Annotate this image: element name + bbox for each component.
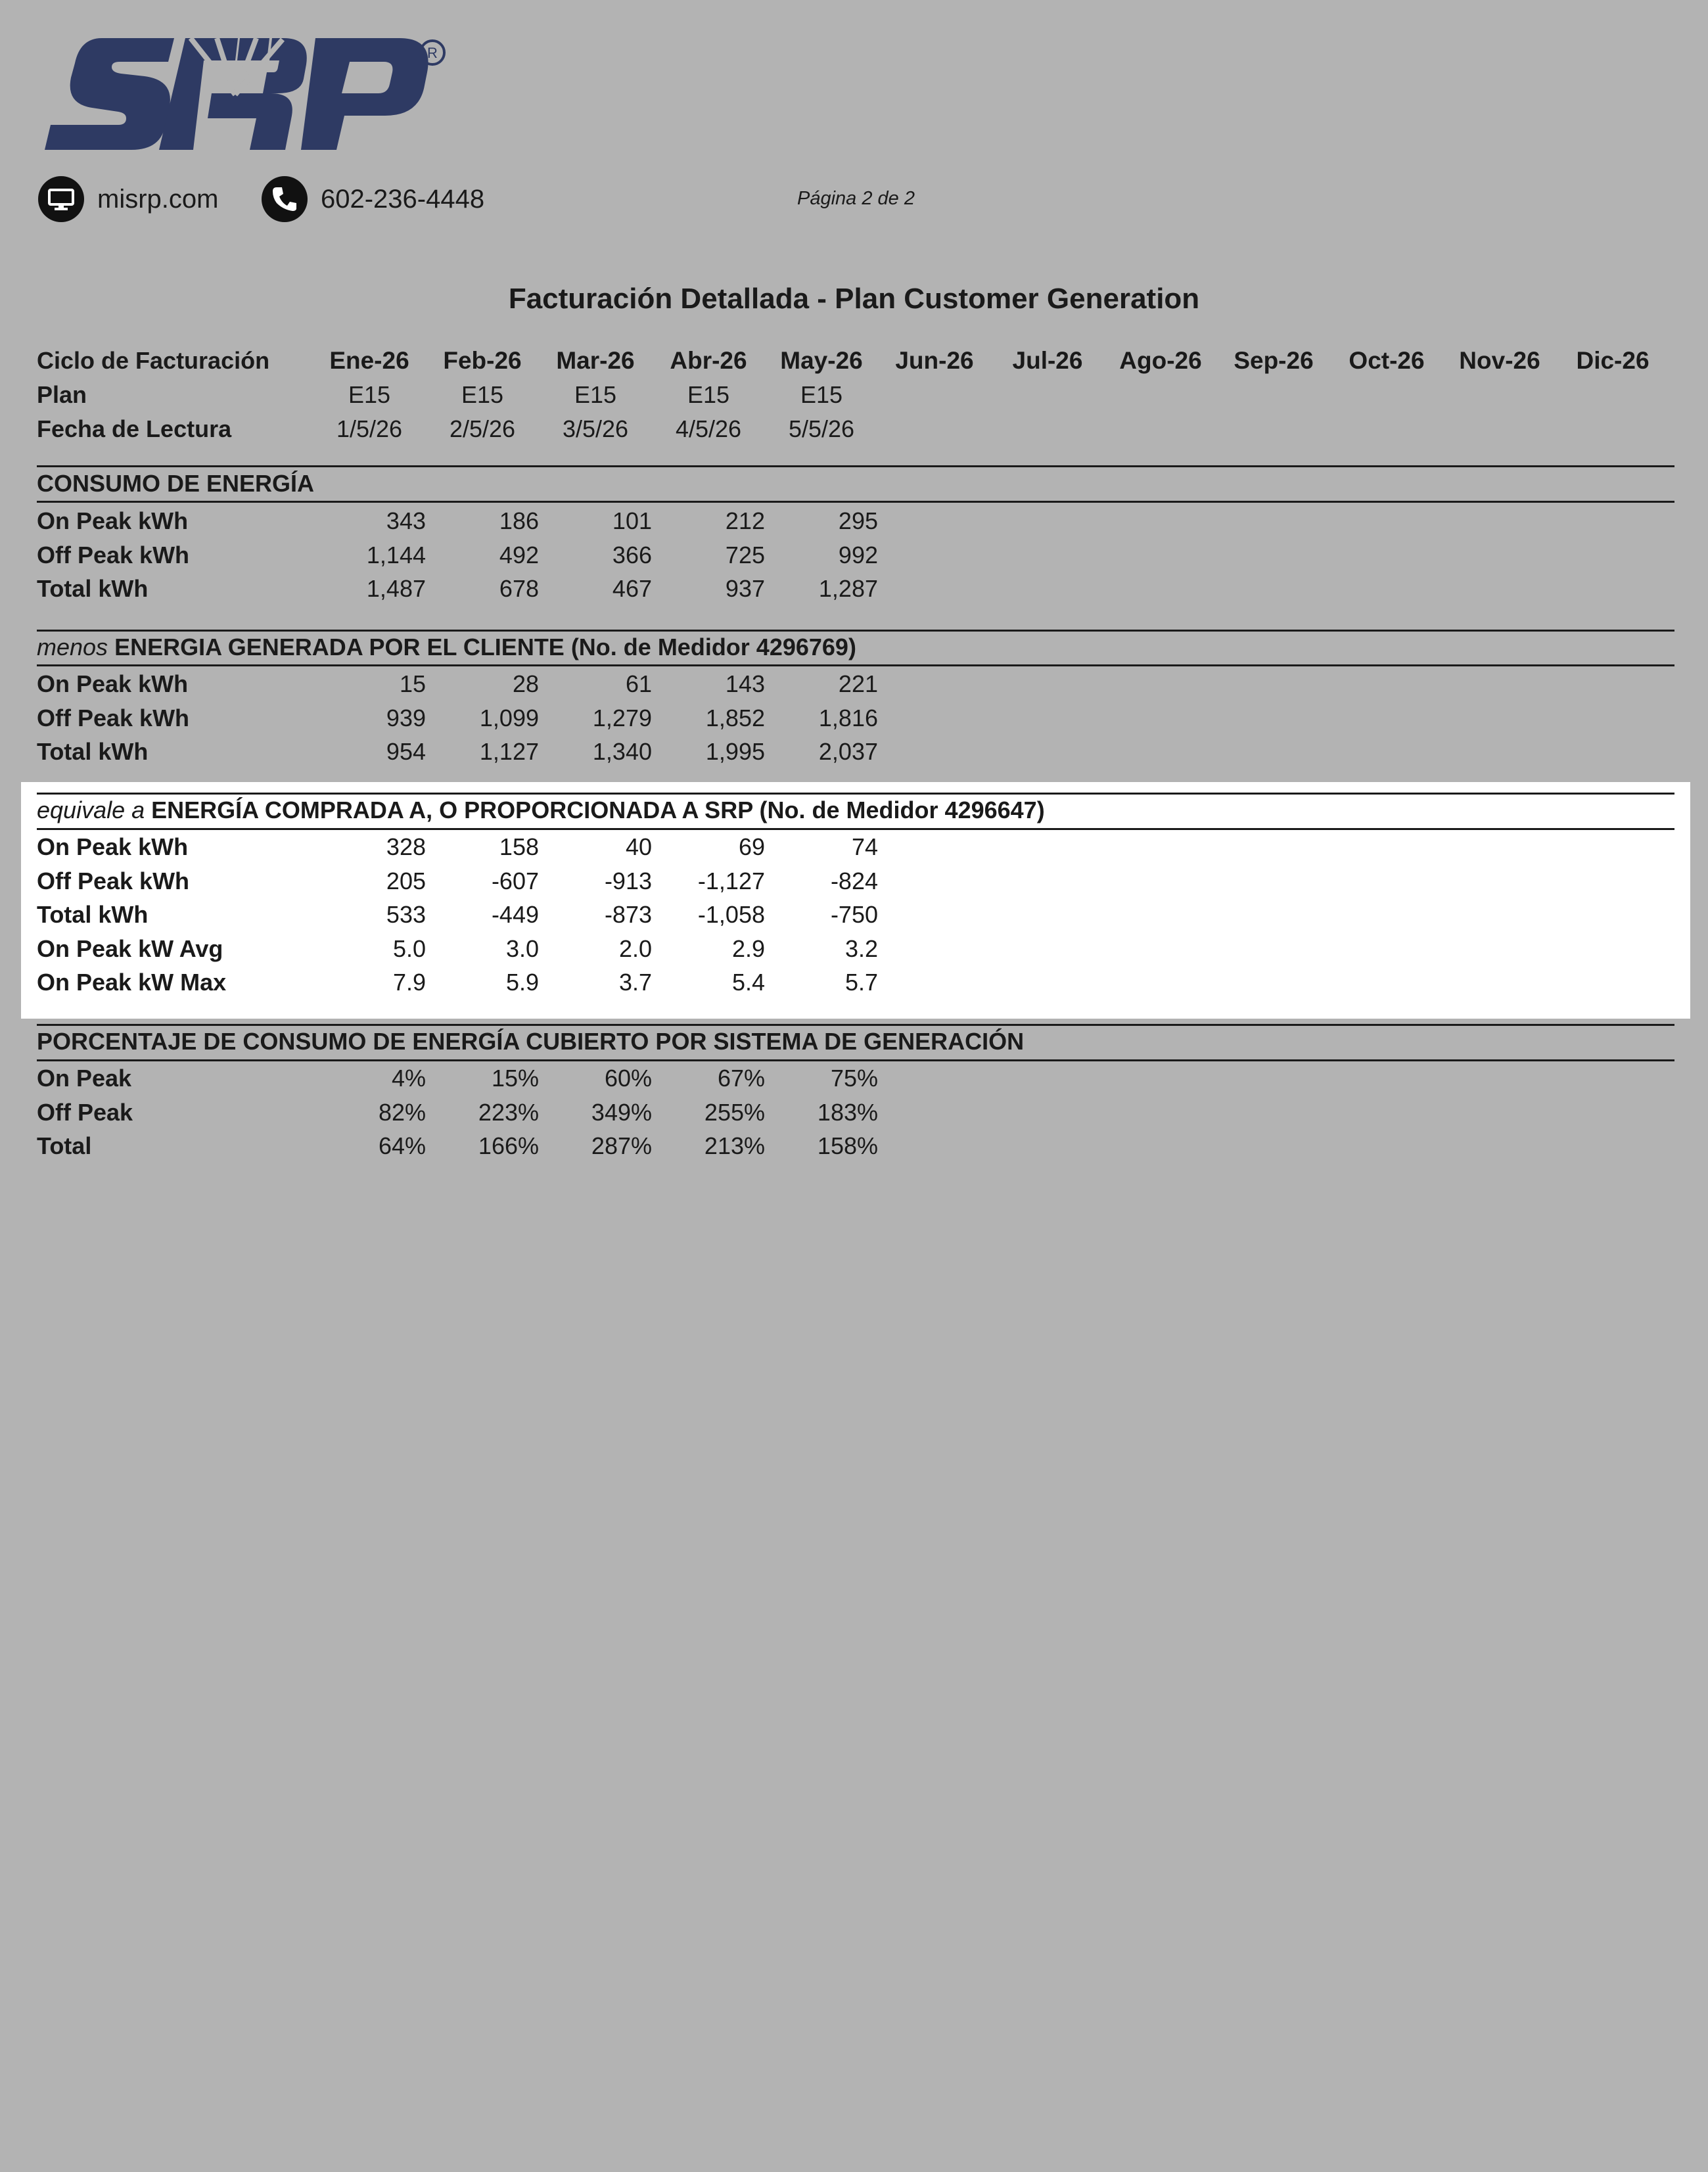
srp-logo [39, 33, 447, 158]
table-row [37, 1065, 1674, 1099]
value-cell: 69 [738, 833, 765, 860]
plan-cell: E15 [461, 381, 504, 408]
month-header: Dic-26 [1576, 347, 1650, 374]
reading-cell: 3/5/26 [562, 415, 629, 442]
value-cell: 28 [512, 670, 539, 697]
table-row [37, 833, 1674, 867]
divider [37, 793, 1674, 795]
value-cell: 15% [491, 1065, 539, 1092]
value-cell: 1,852 [705, 704, 765, 731]
month-header: Abr-26 [670, 347, 747, 374]
divider [37, 501, 1674, 503]
value-cell: 255% [704, 1098, 765, 1126]
reading-cell: 5/5/26 [788, 415, 855, 442]
value-cell: -449 [491, 901, 539, 928]
divider [37, 630, 1674, 632]
plan-cell: E15 [800, 381, 843, 408]
value-cell: 954 [386, 738, 426, 765]
section-title-consumption: CONSUMO DE ENERGÍA [37, 470, 315, 497]
row-label: On Peak [37, 1065, 132, 1092]
table-row [37, 575, 1674, 609]
row-label: Total [37, 1132, 92, 1159]
value-cell: 366 [612, 541, 652, 568]
value-cell: 223% [478, 1098, 539, 1126]
row-label: On Peak kWh [37, 670, 189, 697]
value-cell: 143 [725, 670, 765, 697]
value-cell: 1,144 [366, 541, 426, 568]
value-cell: 40 [625, 833, 652, 860]
value-cell: 1,099 [479, 704, 539, 731]
row-label: On Peak kWh [37, 507, 189, 534]
value-cell: 186 [499, 507, 539, 534]
value-cell: 1,340 [592, 738, 652, 765]
phone-contact [262, 176, 484, 222]
value-cell: 295 [838, 507, 878, 534]
value-cell: 492 [499, 541, 539, 568]
value-cell: 939 [386, 704, 426, 731]
reading-cell: 2/5/26 [449, 415, 516, 442]
phone-icon [262, 176, 308, 222]
value-cell: 3.7 [618, 969, 652, 996]
value-cell: -873 [604, 901, 652, 928]
month-header: Ene-26 [329, 347, 409, 374]
value-cell: 1,487 [366, 575, 426, 602]
value-cell: 212 [725, 507, 765, 534]
value-cell: 15 [399, 670, 426, 697]
value-cell: 2.9 [731, 935, 765, 962]
month-header: Ago-26 [1119, 347, 1202, 374]
value-cell: 7.9 [392, 969, 426, 996]
reading-date-row: Fecha de Lectura 1/5/26 2/5/26 3/5/26 4/5/26 5/5/26 [37, 415, 1674, 450]
value-cell: 349% [591, 1098, 652, 1126]
table-row [37, 507, 1674, 542]
table-row [37, 935, 1674, 969]
divider [37, 1024, 1674, 1026]
table-row [37, 670, 1674, 705]
website-contact [38, 176, 218, 222]
value-cell: 205 [386, 867, 426, 894]
section-title-percentage: PORCENTAJE DE CONSUMO DE ENERGÍA CUBIERTO POR SISTEMA DE GENERACIÓN [37, 1028, 1025, 1055]
plan-row: Plan E15 E15 E15 E15 E15 [37, 381, 1674, 415]
value-cell: -913 [604, 867, 652, 894]
value-cell: 67% [717, 1065, 765, 1092]
value-cell: 992 [838, 541, 878, 568]
billing-cycle-row: Ciclo de Facturación Ene-26 Feb-26 Mar-26 Abr-26 May-26 Jun-26 Jul-26 Ago-26 Sep-26 Oct-26 Nov-26 Dic-26 [37, 347, 1674, 381]
row-label: Off Peak kWh [37, 704, 190, 731]
value-cell: 101 [612, 507, 652, 534]
value-cell: 5.4 [731, 969, 765, 996]
plan-cell: E15 [574, 381, 617, 408]
value-cell: 2,037 [818, 738, 878, 765]
value-cell: 64% [378, 1132, 426, 1159]
value-cell: -824 [830, 867, 878, 894]
value-cell: 678 [499, 575, 539, 602]
row-label: On Peak kWh [37, 833, 189, 860]
value-cell: 343 [386, 507, 426, 534]
month-header: Nov-26 [1459, 347, 1540, 374]
monitor-icon [38, 176, 84, 222]
value-cell: 5.9 [505, 969, 539, 996]
table-row [37, 1099, 1674, 1133]
value-cell: -607 [491, 867, 539, 894]
plan-cell: E15 [687, 381, 730, 408]
svg-text:R: R [427, 45, 438, 61]
value-cell: 1,279 [592, 704, 652, 731]
value-cell: 158% [817, 1132, 878, 1159]
reading-cell: 1/5/26 [336, 415, 403, 442]
value-cell: 533 [386, 901, 426, 928]
value-cell: 82% [378, 1098, 426, 1126]
row-label: On Peak kW Max [37, 969, 227, 996]
divider [37, 664, 1674, 666]
value-cell: 5.7 [844, 969, 878, 996]
row-label: On Peak kW Avg [37, 935, 223, 962]
row-label: Total kWh [37, 575, 149, 602]
phone-number[interactable]: 602-236-4448 [321, 184, 485, 214]
table-row [37, 969, 1674, 1003]
value-cell: 60% [604, 1065, 652, 1092]
page-number: Página 2 de 2 [797, 188, 915, 209]
value-cell: -1,127 [697, 867, 765, 894]
value-cell: 1,127 [479, 738, 539, 765]
value-cell: 166% [478, 1132, 539, 1159]
section-title-generated: menos ENERGIA GENERADA POR EL CLIENTE (No. de Medidor 4296769) [37, 634, 856, 660]
value-cell: 5.0 [392, 935, 426, 962]
document-title: Facturación Detallada - Plan Customer Generation [508, 283, 1200, 315]
table-row [37, 738, 1674, 772]
value-cell: -750 [830, 901, 878, 928]
month-header: Mar-26 [556, 347, 635, 374]
value-cell: 467 [612, 575, 652, 602]
website-link[interactable]: misrp.com [97, 184, 219, 214]
divider [37, 828, 1674, 830]
row-label: Total kWh [37, 901, 149, 928]
value-cell: 3.0 [505, 935, 539, 962]
value-cell: 287% [591, 1132, 652, 1159]
value-cell: 1,995 [705, 738, 765, 765]
value-cell: 2.0 [618, 935, 652, 962]
value-cell: 328 [386, 833, 426, 860]
value-cell: 1,287 [818, 575, 878, 602]
table-row [37, 542, 1674, 576]
month-header: Oct-26 [1349, 347, 1425, 374]
table-row [37, 1132, 1674, 1167]
plan-cell: E15 [348, 381, 391, 408]
value-cell: 221 [838, 670, 878, 697]
month-header: May-26 [780, 347, 863, 374]
value-cell: 75% [830, 1065, 878, 1092]
table-row [37, 901, 1674, 935]
month-header: Feb-26 [443, 347, 522, 374]
value-cell: 725 [725, 541, 765, 568]
value-cell: 937 [725, 575, 765, 602]
value-cell: 1,816 [818, 704, 878, 731]
value-cell: 3.2 [844, 935, 878, 962]
value-cell: 213% [704, 1132, 765, 1159]
row-label: Total kWh [37, 738, 149, 765]
value-cell: -1,058 [697, 901, 765, 928]
row-label: Off Peak kWh [37, 867, 190, 894]
section-title-purchased: equivale a ENERGÍA COMPRADA A, O PROPORCIONADA A SRP (No. de Medidor 4296647) [37, 797, 1045, 823]
month-header: Jun-26 [895, 347, 974, 374]
divider [37, 1059, 1674, 1061]
value-cell: 4% [391, 1065, 426, 1092]
value-cell: 158 [499, 833, 539, 860]
value-cell: 61 [625, 670, 652, 697]
divider [37, 465, 1674, 467]
month-header: Sep-26 [1234, 347, 1314, 374]
month-header: Jul-26 [1012, 347, 1083, 374]
value-cell: 183% [817, 1098, 878, 1126]
row-label: Off Peak [37, 1098, 133, 1126]
value-cell: 74 [851, 833, 878, 860]
table-row [37, 867, 1674, 902]
reading-cell: 4/5/26 [675, 415, 742, 442]
table-row [37, 705, 1674, 739]
row-label: Off Peak kWh [37, 541, 190, 568]
